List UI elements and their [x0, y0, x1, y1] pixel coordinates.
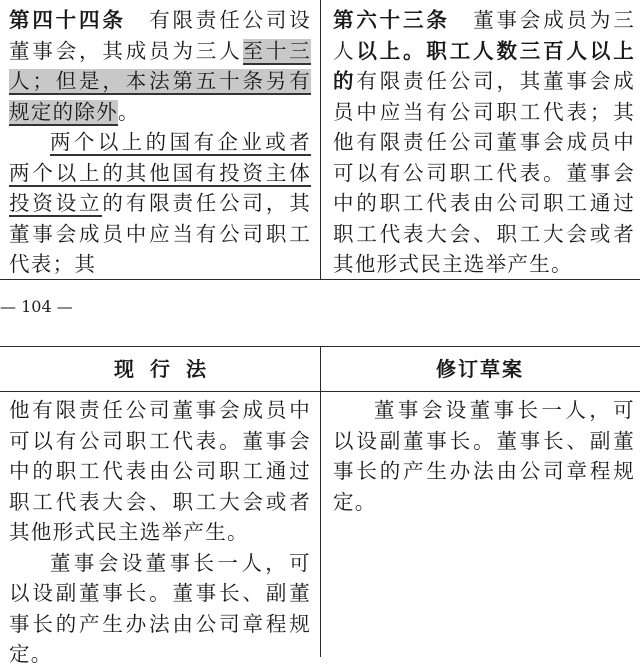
article-44-paragraph-1 — [9, 5, 311, 127]
current-law-cell — [9, 5, 311, 280]
draft-paragraph-1: 董事会设董事长一人，可以设副董事长。董事长、副董事长的产生办法由公司章程规定。 — [333, 398, 635, 514]
article-44-title: 第四十四条 — [9, 8, 126, 32]
current-law-paragraph-1: 他有限责任公司董事会成员中可以有公司职工代表。董事会中的职工代表由公司职工通过职工代表大会、职工大会或者其他形式民主选举产生。 — [9, 398, 311, 544]
article-44-paragraph-2 — [9, 127, 311, 280]
article-63-text-1: 董事会成员为三人 — [333, 8, 635, 63]
article-63-bold-text: 以上。职工人数三百人以上的 — [333, 38, 635, 93]
column-divider — [320, 347, 321, 657]
current-law-cell — [9, 395, 311, 670]
article-44-highlighted-text: 至十三人；但是，本法第五十条另有规定的除外 — [9, 38, 311, 124]
page-number: — 104 — — [0, 297, 73, 316]
draft-cell — [333, 5, 635, 280]
article-63-text-2: 有限责任公司，其董事会成员中应当有公司职工代表；其他有限责任公司董事会成员中可以有公司职工代表。董事会中的职工代表由公司职工通过职工代表大会、职工大会或者其他形式民主选举产生。 — [333, 69, 635, 276]
current-law-paragraph-2: 董事会设董事长一人，可以设副董事长。董事长、副董事长的产生办法由公司章程规定。 — [9, 550, 311, 666]
draft-cell — [333, 395, 635, 517]
article-44-text-2: 。 — [118, 99, 140, 124]
comparison-table-bottom — [0, 346, 640, 666]
column-divider — [320, 0, 321, 279]
article-44-text-3: 的有限责任公司，其董事会成员中应当有公司职工代表；其 — [9, 191, 312, 276]
header-draft: 修订草案 — [436, 357, 524, 381]
article-44-text-1: 有限责任公司设董事会，其成员为三人 — [9, 8, 311, 63]
header-current-law: 现行法 — [114, 357, 222, 381]
comparison-table-top — [0, 0, 640, 280]
article-63-paragraph — [333, 5, 635, 280]
article-63-title: 第六十三条 — [333, 8, 450, 32]
article-44-underlined-text: 两个以上的国有企业或者两个以上的其他国有投资主体投资设立 — [9, 130, 311, 215]
